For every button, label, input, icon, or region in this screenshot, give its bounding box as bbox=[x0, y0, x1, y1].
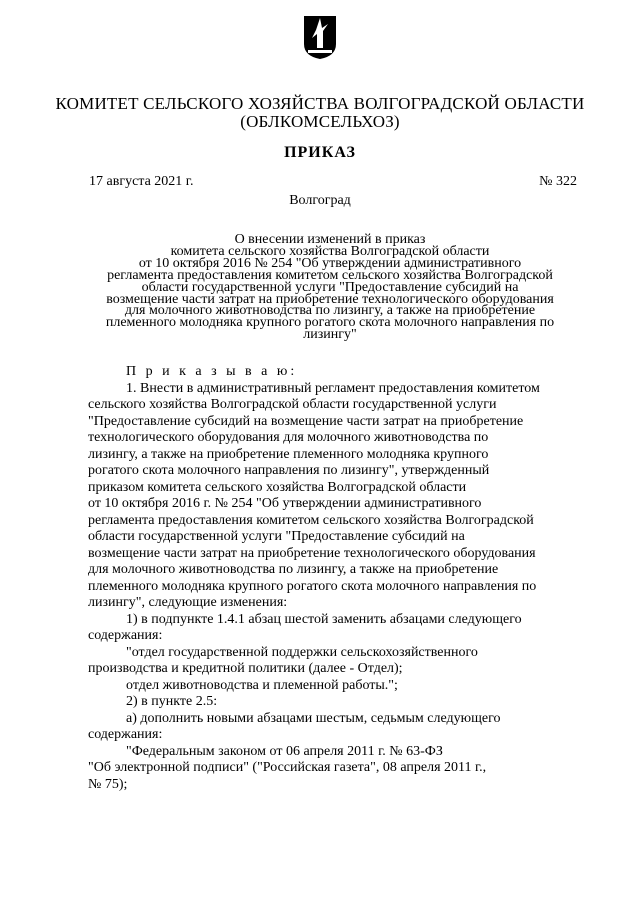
body-line: содержания: bbox=[88, 628, 163, 643]
body-line: для молочного животноводства по лизингу, а также на приобретение bbox=[88, 562, 499, 577]
title-line: комитета сельского хозяйства Волгоградской области bbox=[170, 243, 490, 259]
body-line: "Предоставление субсидий на возмещение части затрат на приобретение bbox=[88, 413, 524, 429]
paragraph-1 bbox=[88, 381, 575, 612]
title-line: возмещение части затрат на приобретение технологического оборудования bbox=[106, 291, 554, 307]
title-line: лизингу" bbox=[303, 327, 357, 343]
document-type-heading: ПРИКАЗ bbox=[284, 144, 356, 161]
document-date: 17 августа 2021 г. bbox=[89, 174, 194, 189]
body-line: а) дополнить новыми абзацами шестым, седьмым следующего bbox=[126, 710, 501, 726]
body-line: 1) в подпункте 1.4.1 абзац шестой заменить абзацами следующего bbox=[126, 611, 522, 627]
body-line: регламента предоставления комитетом сельского хозяйства Волгоградской bbox=[88, 512, 534, 528]
body-line: технологического оборудования для молочного животноводства по bbox=[88, 430, 489, 445]
body-line: лизингу", следующие изменения: bbox=[88, 595, 288, 610]
body-line: от 10 октября 2016 г. № 254 "Об утверждении административного bbox=[88, 496, 482, 511]
body-line: 1. Внести в административный регламент предоставления комитетом bbox=[126, 380, 540, 396]
body-line: № 75); bbox=[88, 776, 128, 792]
paragraph-federal-law bbox=[88, 744, 575, 794]
title-line: для молочного животноводства по лизингу, а также на приобретение bbox=[124, 303, 536, 319]
body-line: лизингу, а также на приобретение племенного молодняка крупного bbox=[88, 446, 489, 462]
body-line: рогатого скота молочного направления по лизингу", утвержденный bbox=[88, 463, 490, 478]
title-line: племенного молодняка крупного рогатого скота молочного направления по bbox=[105, 315, 555, 331]
body-line: возмещение части затрат на приобретение технологического оборудования bbox=[88, 545, 536, 561]
title-line: от 10 октября 2016 № 254 "Об утверждении административного bbox=[138, 255, 522, 271]
paragraph-quote-department bbox=[88, 645, 575, 695]
document-city: Волгоград bbox=[289, 193, 351, 208]
document-body bbox=[88, 364, 575, 793]
body-line: содержания: bbox=[88, 727, 163, 742]
body-line: отдел животноводства и племенной работы."; bbox=[126, 677, 398, 693]
body-line: племенного молодняка крупного рогатого скота молочного направления по bbox=[88, 578, 537, 594]
paragraph-subpoint-a bbox=[88, 711, 575, 744]
body-line: сельского хозяйства Волгоградской области государственной услуги bbox=[88, 397, 497, 412]
paragraph-subpoint-2: 2) в пункте 2.5: bbox=[126, 694, 218, 709]
body-line: производства и кредитной политики (далее - Отдел); bbox=[88, 661, 403, 676]
document-title bbox=[80, 234, 580, 341]
organization-abbreviation: (ОБЛКОМСЕЛЬХОЗ) bbox=[240, 112, 400, 131]
document-number: № 322 bbox=[539, 174, 577, 189]
title-line: регламента предоставления комитетом сельского хозяйства Волгоградской bbox=[107, 267, 553, 283]
title-line: О внесении изменений в приказ bbox=[234, 232, 426, 247]
paragraph-subpoint-1 bbox=[88, 612, 575, 645]
prikazyvayu-heading: П р и к а з ы в а ю: bbox=[126, 364, 298, 379]
body-line: "Федеральным законом от 06 апреля 2011 г. № 63-ФЗ bbox=[126, 743, 443, 759]
body-line: "отдел государственной поддержки сельскохозяйственного bbox=[126, 644, 478, 660]
body-line: области государственной услуги "Предоставление субсидий на bbox=[88, 529, 465, 544]
organization-name: КОМИТЕТ СЕЛЬСКОГО ХОЗЯЙСТВА ВОЛГОГРАДСКОЙ ОБЛАСТИ bbox=[55, 94, 585, 113]
body-line: приказом комитета сельского хозяйства Волгоградской области bbox=[88, 479, 467, 495]
title-line: области государственной услуги "Предоставление субсидий на bbox=[141, 279, 519, 295]
body-line: "Об электронной подписи" ("Российская газета", 08 апреля 2011 г., bbox=[88, 760, 487, 775]
volgograd-coat-of-arms-emblem bbox=[302, 14, 338, 60]
